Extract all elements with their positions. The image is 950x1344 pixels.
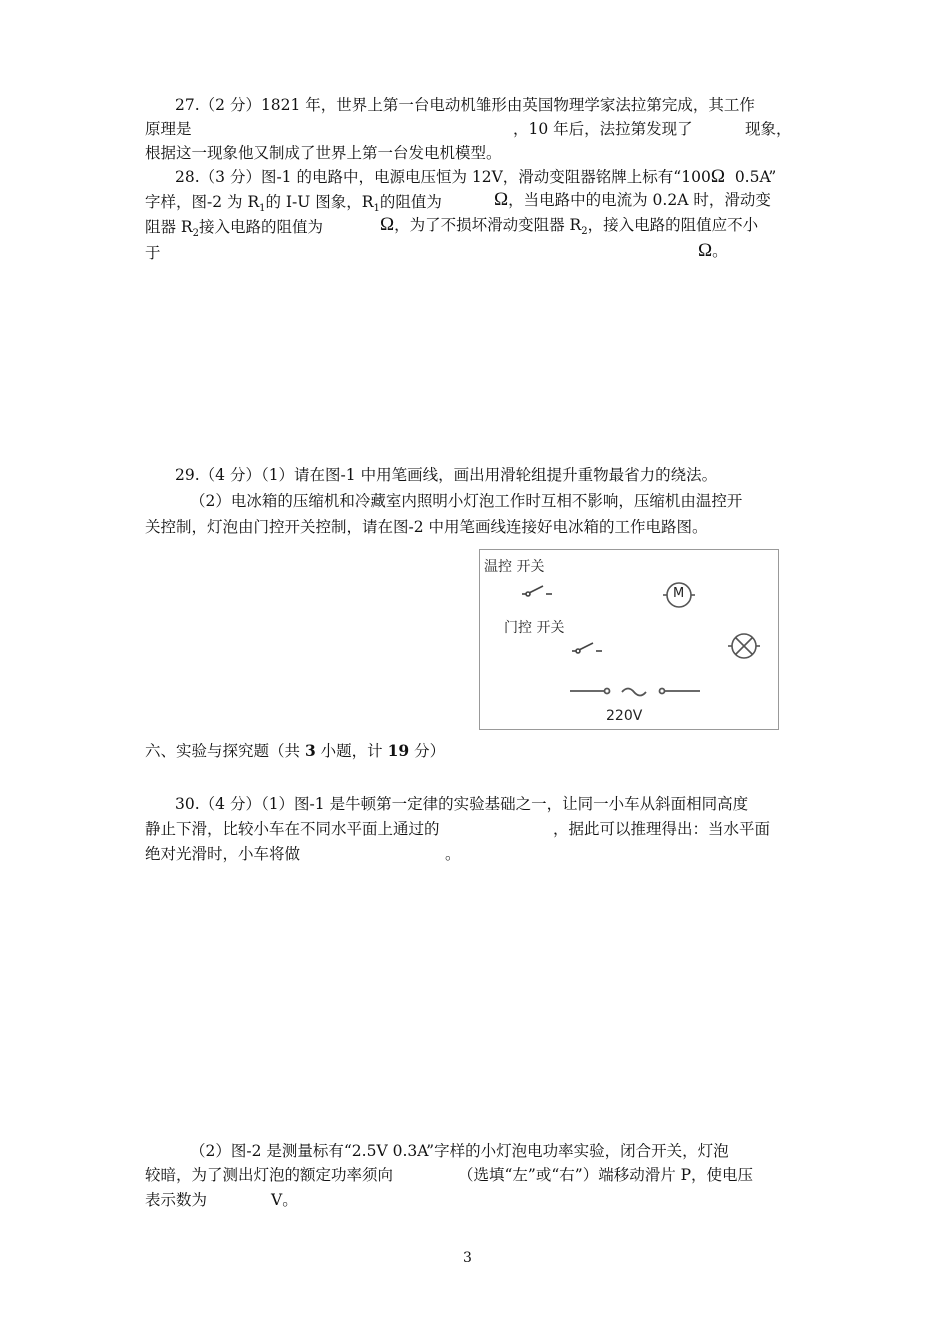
q28-line4: 于: [145, 244, 161, 262]
circuit-drawing: [480, 550, 778, 729]
section-6-heading: [145, 740, 445, 762]
motor-symbol-label: M: [673, 586, 685, 601]
page-number: 3: [463, 1250, 472, 1266]
subscript-1: 1: [259, 203, 266, 214]
q28-line3-ohm: [380, 214, 758, 243]
subscript-1: 1: [373, 203, 380, 214]
ac-power-source-icon: [570, 689, 700, 696]
ohm-symbol: Ω: [698, 240, 713, 261]
q28-line2-ohm: [494, 189, 771, 211]
subscript-2: 2: [192, 228, 199, 239]
subscript-2: 2: [581, 226, 588, 237]
q30-part2-line2-start: 较暗，为了测出灯泡的额定功率须向: [145, 1166, 394, 1184]
section-6-text-e: 分）: [409, 742, 446, 760]
q29-line1: 29.（4 分）（1）请在图-1 中用笔画线，画出用滑轮组提升重物最省力的绕法。: [175, 466, 718, 484]
ohm-symbol: Ω: [380, 214, 395, 235]
q29-line2: （2）电冰箱的压缩机和冷藏室内照明小灯泡工作时互相不影响，压缩机由温控开: [190, 492, 743, 510]
q30-part2-line3-end: V。: [271, 1191, 298, 1209]
q30-part2-line2-end: （选填“左”或“右”）端移动滑片 P，使电压: [458, 1166, 754, 1184]
q30-line3-end: 。: [445, 845, 461, 863]
q30-part2-line1: （2）图-2 是测量标有“2.5V 0.3A”字样的小灯泡电功率实验，闭合开关，灯泡: [190, 1142, 729, 1160]
q28-line2-text-b: 的 I-U 图象，R: [265, 193, 374, 211]
q30-line2-start: 静止下滑，比较小车在不同水平面上通过的: [145, 820, 440, 838]
q30-line3-start: 绝对光滑时，小车将做: [145, 845, 301, 863]
lamp-icon: [728, 634, 760, 658]
section-6-text-c: 小题，计: [315, 742, 388, 760]
q28-line3: [145, 216, 323, 245]
q29-line3: 关控制，灯泡由门控开关控制，请在图-2 中用笔画线连接好电冰箱的工作电路图。: [145, 518, 708, 536]
q28-line1-text: 28.（3 分）图-1 的电路中，电源电压恒为 12V，滑动变阻器铭牌上标有“100: [175, 168, 711, 186]
section-6-text-a: 六、实验与探究题（共: [145, 742, 305, 760]
q27-line2-end: 现象，: [745, 120, 792, 138]
ohm-symbol: Ω: [710, 166, 725, 187]
q28-line3-text-a: 阻器 R: [145, 218, 193, 236]
q28-line3-text-d: ，接入电路的阻值应不小: [587, 216, 759, 234]
period: 。: [712, 242, 728, 260]
temp-switch-icon: [522, 586, 552, 596]
q30-line1: 30.（4 分）（1）图-1 是牛顿第一定律的实验基础之一，让同一小车从斜面相同高度: [175, 795, 749, 813]
voltage-label: 220V: [606, 708, 643, 724]
section-6-count: 3: [304, 741, 316, 760]
q30-part2-line3-start: 表示数为: [145, 1191, 208, 1209]
q27-line1: 27.（2 分）1821 年，世界上第一台电动机雏形由英国物理学家法拉第完成，其工作: [175, 96, 755, 114]
q28-line1: [175, 166, 776, 188]
q28-line2-text-d: ，当电路中的电流为 0.2A 时，滑动变: [508, 191, 771, 209]
temp-switch-label: 温控 开关: [484, 559, 545, 575]
q28-line2-text-c: 的阻值为: [379, 193, 442, 211]
ohm-symbol: Ω: [494, 189, 509, 210]
q27-line2-mid: ，10 年后，法拉第发现了: [513, 120, 693, 138]
q28-line2-text-a: 字样，图-2 为 R: [145, 193, 260, 211]
q30-line2-end: ，据此可以推理得出：当水平面: [553, 820, 771, 838]
q28-line1-rating: 0.5A”: [734, 168, 777, 186]
q28-line3-text-b: 接入电路的阻值为: [198, 218, 323, 236]
section-6-points: 19: [387, 741, 410, 760]
q28-line3-text-c: ，为了不损坏滑动变阻器 R: [394, 216, 582, 234]
q28-line4-ohm: [698, 240, 728, 262]
q27-line2-start: 原理是: [145, 120, 192, 138]
door-switch-label: 门控 开关: [504, 620, 565, 636]
door-switch-icon: [572, 643, 602, 653]
q27-line3: 根据这一现象他又制成了世界上第一台发电机模型。: [145, 144, 502, 162]
refrigerator-circuit-figure: [479, 549, 779, 730]
